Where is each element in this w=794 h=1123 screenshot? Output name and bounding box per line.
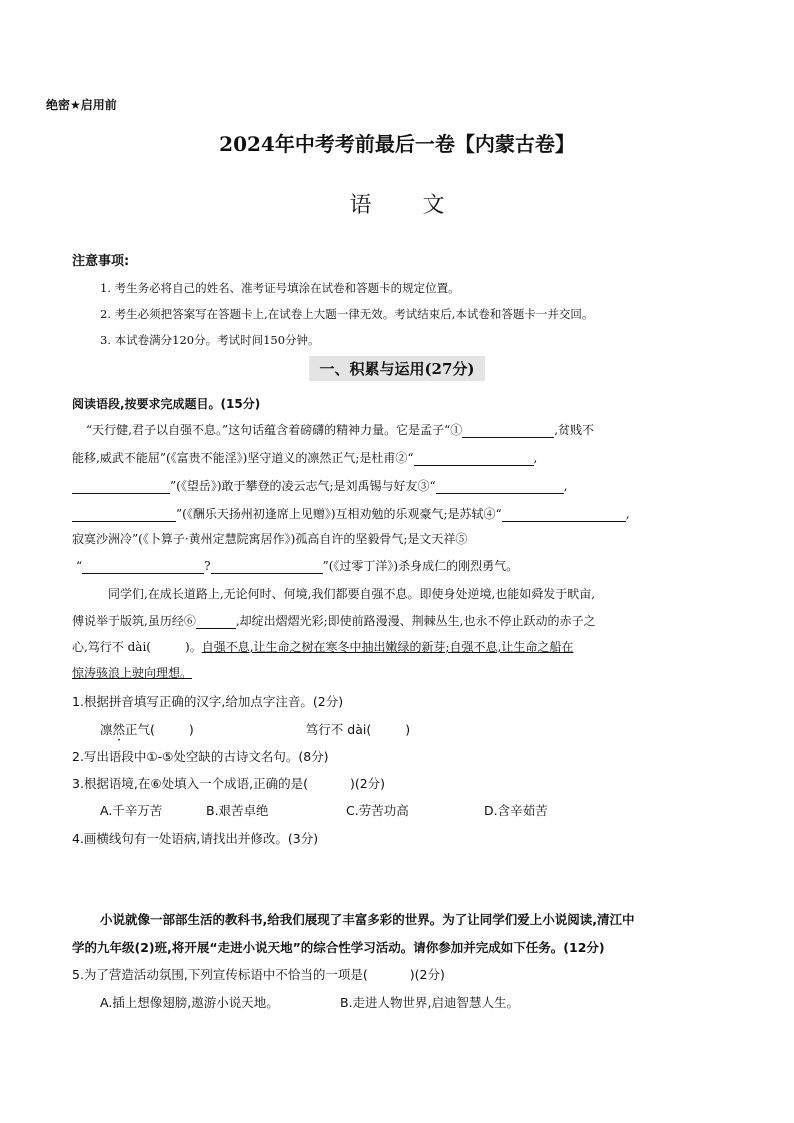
- question-3: 3.根据语境,在⑥处填入一个成语,正确的是( )(2分): [72, 776, 386, 791]
- blank-5a[interactable]: [82, 559, 204, 574]
- blank-6[interactable]: [196, 614, 236, 629]
- option-c[interactable]: C.劳苦功高: [346, 803, 409, 818]
- blank-4[interactable]: [502, 507, 626, 522]
- option-d[interactable]: D.含辛茹苦: [484, 803, 548, 818]
- question-4: 4.画横线句有一处语病,请找出并修改。(3分): [72, 831, 319, 846]
- blank-3b[interactable]: [72, 507, 176, 522]
- notice-item-2: 2. 考生必须把答案写在答题卡上,在试卷上大题一律无效。考试结束后,本试卷和答题卡一并交回。: [100, 307, 594, 321]
- para1-line4: ”(《酬乐天扬州初逢席上见赠》)互相劝勉的乐观豪气;是苏轼④“ ,: [72, 505, 630, 522]
- blank-1[interactable]: [462, 423, 554, 438]
- underlined-sentence: 自强不息,让生命之树在寒冬中抽出嫩绿的新芽;自强不息,让生命之船在: [201, 640, 574, 654]
- question-5-options: [100, 993, 519, 1011]
- subject-title: 语 文: [349, 193, 467, 218]
- para1-line3: ”(《望岳》)敢于攀登的凌云志气;是刘禹锡与好友③“ ,: [72, 477, 568, 494]
- notice-item-1: 1. 考生务必将自己的姓名、准考证号填涂在试卷和答题卡的规定位置。: [100, 281, 460, 295]
- section2-intro-line1: 小说就像一部部生活的教科书,给我们展现了丰富多彩的世界。为了让同学们爱上小说阅读,清江中: [100, 912, 635, 927]
- para2-line2: 傅说举于版筑,虽历经⑥ ,却绽出熠熠光彩;即使前路漫漫、荆棘丛生,也永不停止跃动的赤子之: [72, 614, 596, 628]
- blank-3a[interactable]: [436, 479, 564, 494]
- question-1-items: 凛然正气( ) 笃行不 dài( ): [100, 722, 411, 737]
- para2-line1: 同学们,在成长道路上,无论何时、何境,我们都要自强不息。即使身处逆境,也能如舜发于畎亩,: [108, 587, 596, 601]
- para1-line1: “天行健,君子以自强不息。”这句话蕴含着磅礴的精神力量。它是孟子“① ,贫贱不: [86, 423, 595, 437]
- section-1-heading: 一、积累与运用(27分): [0, 356, 794, 381]
- blank-2b[interactable]: [72, 479, 170, 494]
- notice-item-3: 3. 本试卷满分120分。考试时间150分钟。: [100, 333, 320, 347]
- para2-line4: 惊涛骇浪上驶向理想。: [72, 666, 193, 680]
- para1-line2: 能移,威武不能屈”(《富贵不能淫》)坚守道义的凛然正气;是杜甫②“ ,: [72, 451, 538, 465]
- option-a[interactable]: A.千辛万苦: [100, 803, 163, 818]
- para1-line6: “ ? ”(《过零丁洋》)杀身成仁的刚烈勇气。: [76, 559, 519, 573]
- option-b[interactable]: B.艰苦卓绝: [206, 803, 269, 818]
- question-5: 5.为了营造活动氛围,下列宣传标语中不恰当的一项是( )(2分): [72, 967, 445, 982]
- para1-line5: 寂寞沙洲冷”(《卜算子·黄州定慧院寓居作》)孤高自许的坚毅骨气;是文天祥⑤: [72, 532, 468, 546]
- exam-title: 2024年中考考前最后一卷【内蒙古卷】: [219, 132, 575, 156]
- blank-2a[interactable]: [414, 451, 534, 466]
- section2-intro-line2: 学的九年级(2)班,将开展“走进小说天地”的综合性学习活动。请你参加并完成如下任务。(12分): [72, 940, 605, 955]
- blank-5b[interactable]: [211, 559, 323, 574]
- question-2: 2.写出语段中①-⑤处空缺的古诗文名句。(8分): [72, 749, 329, 764]
- option-5b[interactable]: B.走进人物世界,启迪智慧人生。: [340, 995, 520, 1010]
- notice-heading: 注意事项:: [72, 254, 130, 269]
- option-5a[interactable]: A.插上想像翅膀,遨游小说天地。: [100, 995, 279, 1010]
- confidential-mark: 绝密★启用前: [46, 98, 117, 112]
- para2-line3: 心,笃行不 dài( )。自强不息,让生命之树在寒冬中抽出嫩绿的新芽;自强不息,让生命之船在: [72, 640, 574, 654]
- question-3-options: [100, 801, 548, 819]
- reading-instruction: 阅读语段,按要求完成题目。(15分): [72, 397, 261, 411]
- question-1: 1.根据拼音填写正确的汉字,给加点字注音。(2分): [72, 694, 344, 709]
